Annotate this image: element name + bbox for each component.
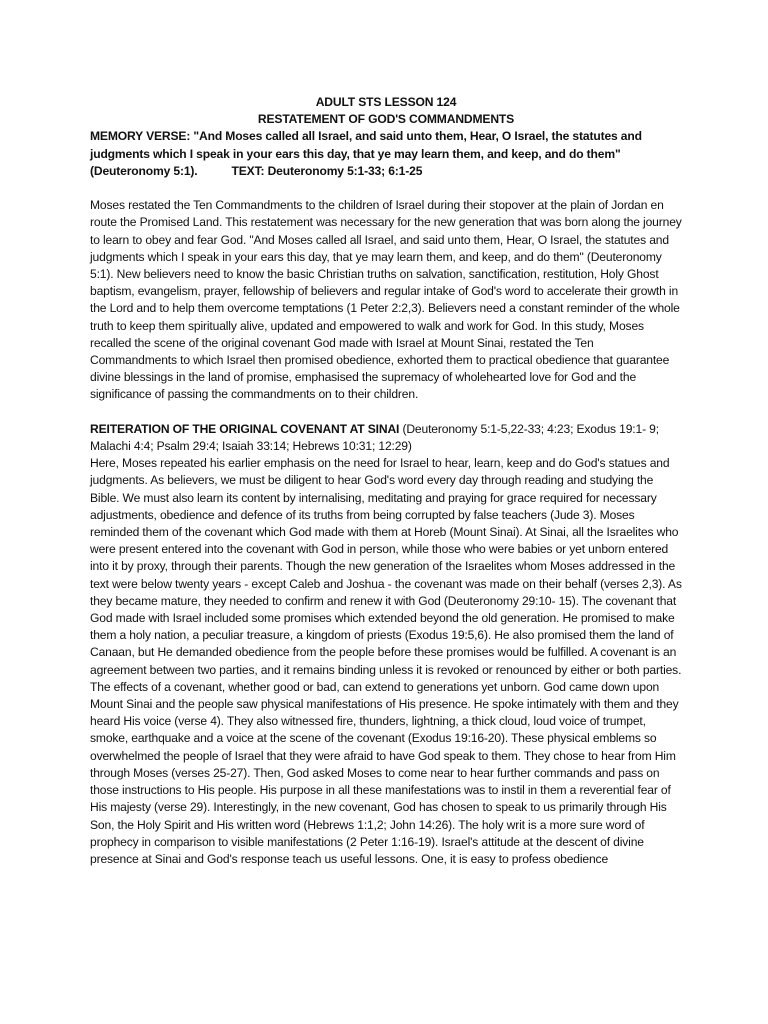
section-references: (Deuteronomy 5:1-5,22-33; 4:23; Exodus 19:1- 9; Malachi 4:4; Psalm 29:4; Isaiah 33:14; Hebrews 10:31; 12:29) <box>90 421 659 454</box>
memory-verse-label: MEMORY VERSE: <box>90 129 191 144</box>
text-reference: TEXT: Deuteronomy 5:1-33; 6:1-25 <box>231 163 423 178</box>
intro-paragraph: Moses restated the Ten Commandments to the children of Israel during their stopover at the plain of Jordan en route the Promised Land. This restatement was necessary for the new generation that was born along the journey to learn to obey and fear God. "And Moses called all Israel, and said unto them, Hear, O Israel, the statutes and judgments which I speak in your ears this day, that ye may learn them, and keep, and do them" (Deuteronomy 5:1). New believers need to know the basic Christian truths on salvation, sanctification, restitution, Holy Ghost baptism, evangelism, prayer, fellowship of believers and regular intake of God's word to accelerate their growth in the Lord and to help them overcome temptations (1 Peter 2:2,3). Believers need a constant reminder of the whole truth to keep them spiritually alive, updated and empowered to walk and work for God. In this study, Moses recalled the scene of the original covenant God made with Israel at Mount Sinai, restated the Ten Commandments to which Israel then promised obedience, exhorted them to practical obedience that guarantee divine blessings in the land of promise, emphasised the supremacy of wholehearted love for God and the significance of passing the commandments on to their children. <box>90 198 682 402</box>
memory-verse-block <box>90 128 682 180</box>
document-page <box>90 94 682 868</box>
section-heading: REITERATION OF THE ORIGINAL COVENANT AT SINAI <box>90 421 400 436</box>
lesson-title: RESTATEMENT OF GOD'S COMMANDMENTS <box>257 112 515 127</box>
lesson-number: ADULT STS LESSON 124 <box>315 95 457 109</box>
memory-verse-quote: "And Moses called all Israel, and said unto them, Hear, O Israel, the statutes and judgments which I speak in your ears this day, that ye may learn them, and keep, and do them" (Deuteronomy 5:1). <box>90 129 642 178</box>
section-reiteration <box>90 421 682 868</box>
section-body: Here, Moses repeated his earlier emphasis on the need for Israel to hear, learn, keep and do God's statues and judgments. As believers, we must be diligent to hear God's word every day through reading and studying the Bible. We must also learn its content by internalising, meditating and praying for grace required for necessary adjustments, obedience and defence of its truths from being corrupted by false teachers (Jude 3). Moses reminded them of the covenant which God made with them at Horeb (Mount Sinai). At Sinai, all the Israelites who were present entered into the covenant with God in person, while those who were babies or yet unborn entered into it by proxy, through their parents. Though the new generation of the Israelites whom Moses addressed in the text were below twenty years - except Caleb and Joshua - the covenant was made on their behalf (verses 2,3). As they became mature, they needed to confirm and renew it with God (Deuteronomy 29:10- 15). The covenant that God made with Israel included some promises which extended beyond the old generation. He promised to make them a holy nation, a peculiar treasure, a kingdom of priests (Exodus 19:5,6). He also promised them the land of Canaan, but He demanded obedience from the people before these promises would be fulfilled. A covenant is an agreement between two parties, and it remains binding unless it is revoked or renounced by either or both parties. The effects of a covenant, whether good or bad, can extend to generations yet unborn. God came down upon Mount Sinai and the people saw physical manifestations of His presence. He spoke intimately with them and they heard His voice (verse 4). They also witnessed fire, thunders, lightning, a thick cloud, loud voice of trumpet, smoke, earthquake and a voice at the scene of the covenant (Exodus 19:16-20). These physical emblems so overwhelmed the people of Israel that they were afraid to have God speak to them. They chose to hear from Him through Moses (verses 25-27). Then, God asked Moses to come near to hear further commands and pass on those instructions to His people. His purpose in all these manifestations was to instil in them a reverential fear of His majesty (verse 29). Interestingly, in the new covenant, God has chosen to speak to us primarily through His Son, the Holy Spirit and His written word (Hebrews 1:1,2; John 14:26). The holy writ is a more sure word of prophecy in comparison to visible manifestations (2 Peter 1:16-19). Israel's attitude at the descent of divine presence at Sinai and God's response teach us useful lessons. One, it is easy to profess obedience <box>90 456 682 866</box>
